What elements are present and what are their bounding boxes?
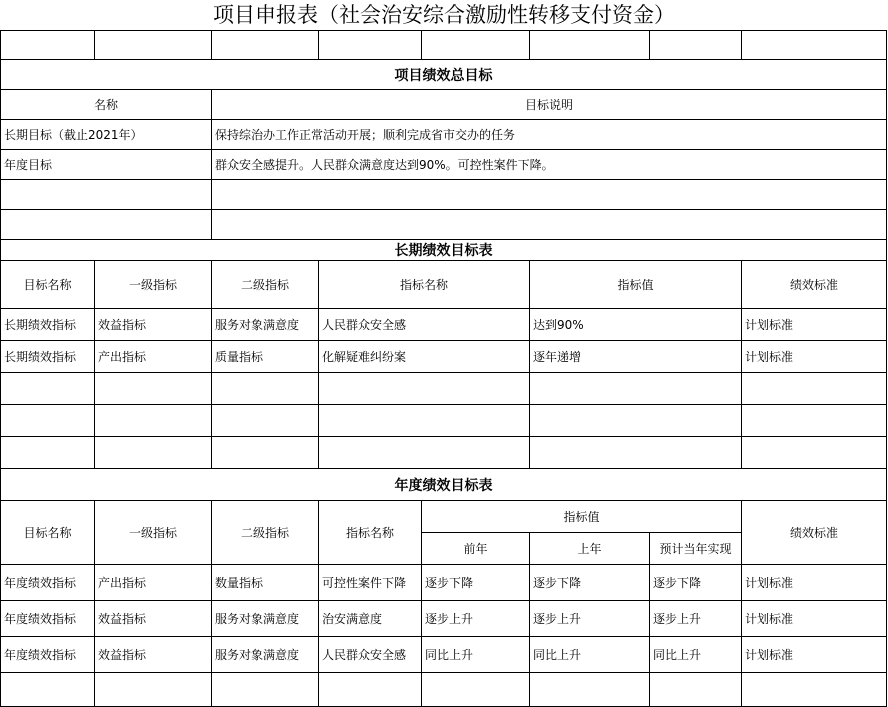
cell-value: 逐年递增 <box>530 341 742 373</box>
cell-indicator: 治安满意度 <box>319 601 422 637</box>
cell-standard: 计划标准 <box>742 341 887 373</box>
cell-level1: 效益指标 <box>95 601 212 637</box>
section-title-overall: 项目绩效总目标 <box>1 60 887 90</box>
cell-level2: 服务对象满意度 <box>212 637 319 673</box>
page-title: 项目申报表（社会治安综合激励性转移支付资金） <box>213 3 675 27</box>
table-row <box>1 309 887 341</box>
longterm-header-row <box>1 261 887 309</box>
cell-last-year: 逐步下降 <box>530 565 650 601</box>
header-description: 目标说明 <box>212 90 887 120</box>
empty-row <box>1 437 887 469</box>
header-name: 名称 <box>1 90 212 120</box>
cell-expected: 同比上升 <box>650 637 742 673</box>
goal-description: 保持综治办工作正常活动开展；顺利完成省市交办的任务 <box>212 120 887 150</box>
header-prev-year: 前年 <box>422 533 530 565</box>
cell-standard: 计划标准 <box>742 601 887 637</box>
section-title-annual: 年度绩效目标表 <box>1 469 887 501</box>
cell-indicator: 可控性案件下降 <box>319 565 422 601</box>
header-level1: 一级指标 <box>95 501 212 565</box>
cell-target: 年度绩效指标 <box>1 601 95 637</box>
table-row <box>1 120 887 150</box>
cell-standard: 计划标准 <box>742 637 887 673</box>
cell-standard: 计划标准 <box>742 565 887 601</box>
header-indicator: 指标名称 <box>319 261 530 309</box>
table-row <box>1 637 887 673</box>
annual-header-row <box>1 501 887 533</box>
cell-expected: 逐步上升 <box>650 601 742 637</box>
cell-indicator: 人民群众安全感 <box>319 309 530 341</box>
empty-row <box>1 210 887 240</box>
header-target: 目标名称 <box>1 501 95 565</box>
cell-level1: 效益指标 <box>95 309 212 341</box>
section-title-longterm: 长期绩效目标表 <box>1 240 887 261</box>
header-value: 指标值 <box>530 261 742 309</box>
table-row <box>1 341 887 373</box>
cell-target: 长期绩效指标 <box>1 309 95 341</box>
header-last-year: 上年 <box>530 533 650 565</box>
header-level2: 二级指标 <box>212 501 319 565</box>
cell-target: 年度绩效指标 <box>1 637 95 673</box>
cell-prev-year: 同比上升 <box>422 637 530 673</box>
header-value-group: 指标值 <box>422 501 742 533</box>
cell-level2: 质量指标 <box>212 341 319 373</box>
header-expected: 预计当年实现 <box>650 533 742 565</box>
goal-description: 群众安全感提升。人民群众满意度达到90%。可控性案件下降。 <box>212 150 887 180</box>
header-standard: 绩效标准 <box>742 261 887 309</box>
cell-level2: 数量指标 <box>212 565 319 601</box>
header-level2: 二级指标 <box>212 261 319 309</box>
goal-name: 年度目标 <box>1 150 212 180</box>
cell-last-year: 逐步上升 <box>530 601 650 637</box>
header-level1: 一级指标 <box>95 261 212 309</box>
cell-standard: 计划标准 <box>742 309 887 341</box>
cell-level1: 产出指标 <box>95 565 212 601</box>
table-row <box>1 601 887 637</box>
cell-expected: 逐步下降 <box>650 565 742 601</box>
cell-target: 长期绩效指标 <box>1 341 95 373</box>
header-standard: 绩效标准 <box>742 501 887 565</box>
report-table <box>0 30 887 707</box>
blank-row <box>1 31 887 60</box>
table-row <box>1 150 887 180</box>
empty-row <box>1 405 887 437</box>
table-row <box>1 565 887 601</box>
cell-target: 年度绩效指标 <box>1 565 95 601</box>
cell-level1: 产出指标 <box>95 341 212 373</box>
cell-level2: 服务对象满意度 <box>212 601 319 637</box>
cell-indicator: 化解疑难纠纷案 <box>319 341 530 373</box>
header-indicator: 指标名称 <box>319 501 422 565</box>
cell-prev-year: 逐步上升 <box>422 601 530 637</box>
cell-level2: 服务对象满意度 <box>212 309 319 341</box>
cell-prev-year: 逐步下降 <box>422 565 530 601</box>
empty-row <box>1 180 887 210</box>
cell-indicator: 人民群众安全感 <box>319 637 422 673</box>
cell-level1: 效益指标 <box>95 637 212 673</box>
cell-value: 达到90% <box>530 309 742 341</box>
goal-name: 长期目标（截止2021年） <box>1 120 212 150</box>
header-target: 目标名称 <box>1 261 95 309</box>
cell-last-year: 同比上升 <box>530 637 650 673</box>
empty-row <box>1 673 887 707</box>
empty-row <box>1 373 887 405</box>
